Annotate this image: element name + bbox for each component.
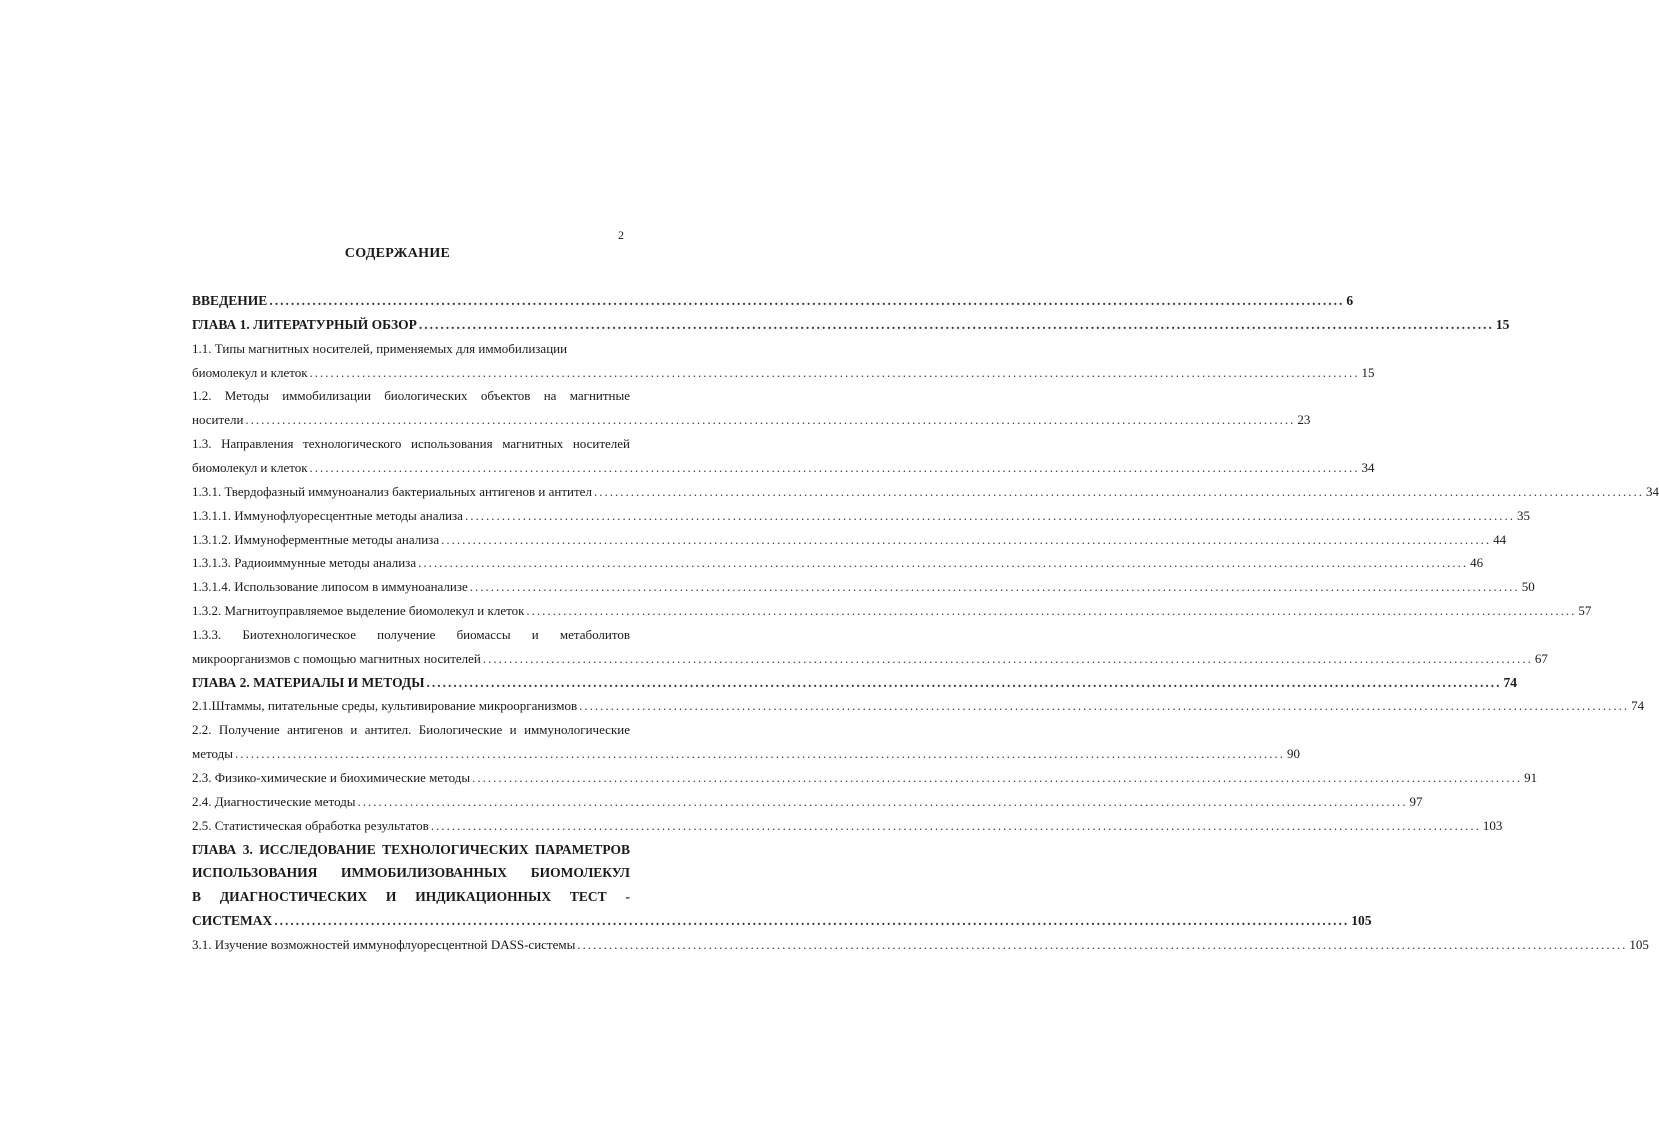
toc-leader-dots: ........................................................................................................................................................................................................: [441, 531, 1492, 547]
toc-entry: [192, 290, 1354, 312]
toc-leader-dots: ........................................................................................................................................................................................................: [579, 698, 1630, 714]
toc-entry-page: 34: [1361, 459, 1375, 475]
toc-entry-page: 105: [1351, 913, 1372, 929]
toc-entry-text: 1.3.1.3. Радиоиммунные методы анализа: [192, 555, 417, 571]
toc-entry: [192, 767, 1538, 789]
toc-entry: [192, 862, 630, 884]
toc-title: СОДЕРЖАНИЕ: [344, 246, 451, 261]
toc-leader-dots: ........................................................................................................................................................................................................: [469, 579, 1520, 595]
toc-entry-text: 1.3.1.1. Иммунофлуоресцентные методы анализа: [192, 507, 463, 523]
toc-entry-text: В ДИАГНОСТИЧЕСКИХ И ИНДИКАЦИОННЫХ ТЕСТ -: [192, 889, 630, 905]
toc-leader-dots: ........................................................................................................................................................................................................: [234, 746, 1285, 762]
toc-entry-text: методы: [192, 746, 233, 762]
toc-entry-text: ГЛАВА 1. ЛИТЕРАТУРНЫЙ ОБЗОР: [192, 316, 417, 332]
toc-entry-text: 1.1. Типы магнитных носителей, применяемых для иммобилизации: [192, 340, 568, 356]
toc-entry: [192, 910, 1372, 932]
toc-entry-text: микроорганизмов с помощью магнитных носителей: [192, 650, 481, 666]
toc-entry-page: 6: [1346, 293, 1354, 308]
toc-entry-text: ГЛАВА 3. ИССЛЕДОВАНИЕ ТЕХНОЛОГИЧЕСКИХ ПАРАМЕТРОВ: [192, 841, 630, 857]
toc-entry-page: 103: [1482, 817, 1503, 833]
toc-entry: [192, 791, 1423, 813]
toc-leader-dots: ........................................................................................................................................................................................................: [418, 316, 1494, 332]
toc-entry: [192, 648, 1548, 670]
toc-entry-text: СИСТЕМАХ: [192, 913, 273, 929]
toc-entry-text: 1.3.2. Магнитоуправляемое выделение биомолекул и клеток: [192, 603, 525, 619]
toc-leader-dots: ........................................................................................................................................................................................................: [593, 483, 1644, 499]
toc-entry: [192, 600, 1592, 622]
toc-entry-text: 2.2. Получение антигенов и антител. Биологические и иммунологические: [192, 722, 630, 738]
toc-entry: [192, 934, 1649, 956]
toc-entry-page: 74: [1631, 698, 1645, 714]
toc-leader-dots: ........................................................................................................................................................................................................: [309, 459, 1360, 475]
toc-entry-text: ГЛАВА 2. МАТЕРИАЛЫ И МЕТОДЫ: [192, 674, 425, 690]
toc-leader-dots: ........................................................................................................................................................................................................: [357, 793, 1408, 809]
toc-leader-dots: ........................................................................................................................................................................................................: [577, 936, 1628, 952]
toc-entry-page: 90: [1286, 746, 1300, 762]
toc-entry: [192, 695, 1645, 717]
toc-entry-text: 2.1.Штаммы, питательные среды, культивирование микроорганизмов: [192, 698, 578, 714]
toc-entry: [192, 672, 1517, 694]
toc-leader-dots: ........................................................................................................................................................................................................: [526, 603, 1577, 619]
toc-entry-text: носители: [192, 412, 244, 428]
toc-entry-page: 97: [1409, 793, 1423, 809]
toc-entry: [192, 505, 1530, 527]
toc-entry-text: 2.5. Статистическая обработка результатов: [192, 817, 429, 833]
toc-entry-page: 50: [1521, 579, 1535, 595]
toc-entry-text: ВВЕДЕНИЕ: [192, 293, 268, 308]
toc-entry-page: 46: [1470, 555, 1484, 571]
toc-leader-dots: ........................................................................................................................................................................................................: [464, 507, 1515, 523]
toc-entry: [192, 409, 1311, 431]
toc-entry: [192, 481, 1659, 503]
toc-entry: [192, 886, 630, 908]
toc-entry: [192, 529, 1507, 551]
toc-entry: [192, 839, 630, 861]
toc-entry-text: 3.1. Изучение возможностей иммунофлуоресцентной DASS-системы: [192, 936, 576, 952]
toc-entry-text: 1.2. Методы иммобилизации биологических объектов на магнитные: [192, 388, 630, 404]
toc-entry-page: 23: [1297, 412, 1311, 428]
toc-entry: [192, 743, 1300, 765]
toc-entry: [192, 552, 1484, 574]
toc-entry-page: 35: [1516, 507, 1530, 523]
toc-entry: [192, 624, 630, 646]
toc-entry-page: 67: [1534, 650, 1548, 666]
toc-entry-page: 57: [1578, 603, 1592, 619]
toc-entry: [192, 457, 1375, 479]
toc-entry-text: 1.3. Направления технологического использования магнитных носителей: [192, 436, 630, 452]
toc-entry: [192, 314, 1510, 336]
toc-entry-text: 2.4. Диагностические методы: [192, 793, 356, 809]
toc-entry: [192, 338, 630, 360]
toc-entry-page: 15: [1361, 364, 1375, 380]
toc-leader-dots: ........................................................................................................................................................................................................: [482, 650, 1533, 666]
toc-leader-dots: ........................................................................................................................................................................................................: [309, 364, 1360, 380]
toc-leader-dots: ........................................................................................................................................................................................................: [418, 555, 1469, 571]
toc-entry-text: 1.3.3. Биотехнологическое получение биомассы и метаболитов: [192, 626, 630, 642]
toc-entry: [192, 815, 1503, 837]
toc-entry-text: 1.3.1. Твердофазный иммуноанализ бактериальных антигенов и антител: [192, 483, 592, 499]
toc-entry-page: 15: [1495, 316, 1510, 332]
toc-entry: [192, 433, 630, 455]
toc-entry-page: 105: [1629, 936, 1649, 952]
toc-leader-dots: ........................................................................................................................................................................................................: [430, 817, 1481, 833]
toc-entry-page: 34: [1645, 483, 1659, 499]
toc-entry-page: 74: [1503, 674, 1517, 690]
toc-leader-dots: ........................................................................................................................................................................................................: [426, 674, 1502, 690]
toc-entry-text: 1.3.1.2. Иммуноферментные методы анализа: [192, 531, 440, 547]
toc-leader-dots: ........................................................................................................................................................................................................: [245, 412, 1296, 428]
toc-entry: [192, 576, 1535, 598]
toc-entry: [192, 385, 630, 407]
toc-entry-text: 1.3.1.4. Использование липосом в иммуноанализе: [192, 579, 468, 595]
toc-entry-text: ИСПОЛЬЗОВАНИЯ ИММОБИЛИЗОВАННЫХ БИОМОЛЕКУЛ: [192, 865, 630, 881]
toc-entry-text: биомолекул и клеток: [192, 459, 308, 475]
page-number: 2: [618, 228, 624, 242]
toc-leader-dots: ........................................................................................................................................................................................................: [274, 913, 1350, 929]
toc-leader-dots: ........................................................................................................................................................................................................: [472, 770, 1523, 785]
toc-entry: [192, 362, 1375, 384]
toc-entry: [192, 719, 630, 741]
toc-leader-dots: ........................................................................................................................................................................................................: [269, 293, 1345, 308]
toc-entry-text: 2.3. Физико-химические и биохимические методы: [192, 770, 471, 785]
toc-entry-page: 91: [1524, 770, 1538, 785]
toc-entry-page: 44: [1493, 531, 1507, 547]
toc-entry-text: биомолекул и клеток: [192, 364, 308, 380]
